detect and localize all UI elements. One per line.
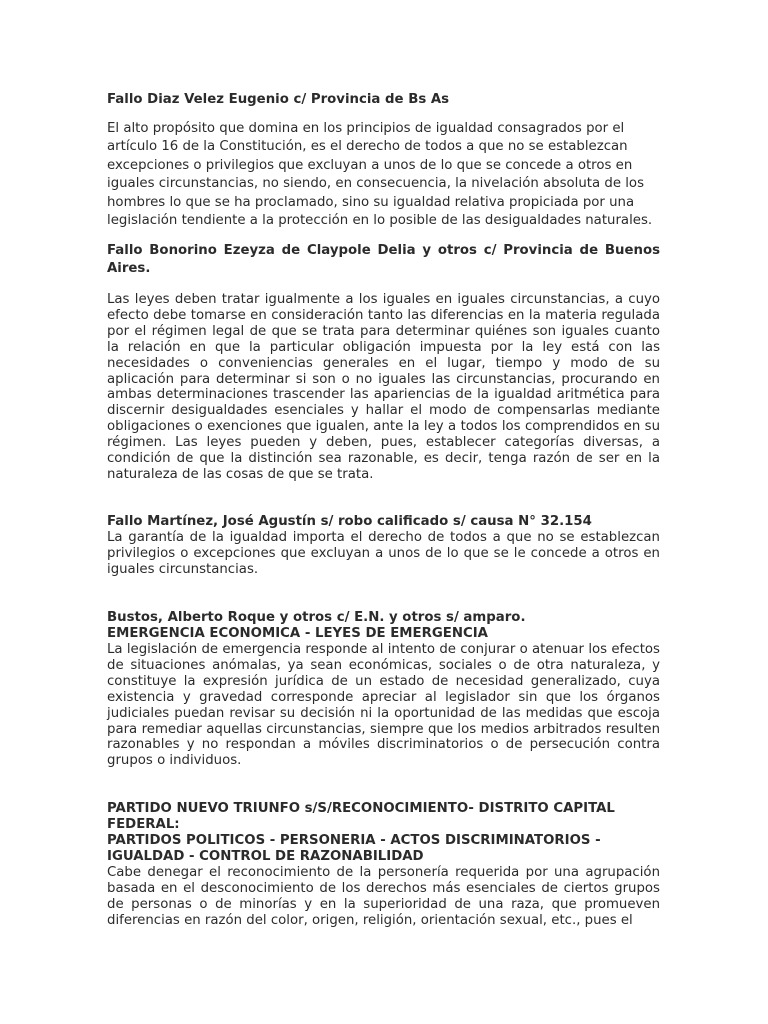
- case-paragraph-bonorino: Las leyes deben tratar igualmente a los iguales en iguales circunstancias, a cuyo efecto debe tomarse en consideración tanto las diferencias en la materia regulada por el régimen legal de que se trata para determinar quiénes son iguales cuanto la relación en que la particular obligación impuesta por la ley está con las necesidades o conveniencias generales en el lugar, tiempo y modo de su aplicación para determinar si son o no iguales las circunstancias, procurando en ambas determinaciones trascender las apariencias de la igualdad aritmética para discernir desigualdades esenciales y hallar el modo de compensarlas mediante obligaciones o exenciones que igualen, ante la ley a todos los comprendidos en su régimen. Las leyes pueden y deben, pues, establecer categorías diversas, a condición de que la distinción sea razonable, es decir, tenga razón de ser en la naturaleza de las cosas de que se trata.: [107, 292, 660, 482]
- case-heading-diaz-velez: Fallo Diaz Velez Eugenio c/ Provincia de Bs As: [107, 92, 450, 107]
- case-subheading-bustos: EMERGENCIA ECONOMICA - LEYES DE EMERGENCIA: [107, 626, 488, 641]
- case-subheading-partido-nuevo-triunfo: PARTIDOS POLITICOS - PERSONERIA - ACTOS DISCRIMINATORIOS - IGUALDAD - CONTROL DE RAZONABILIDAD: [107, 833, 601, 864]
- case-heading-martinez: Fallo Martínez, José Agustín s/ robo calificado s/ causa N° 32.154: [107, 514, 592, 529]
- case-paragraph-partido-nuevo-triunfo: Cabe denegar el reconocimiento de la personería requerida por una agrupación basada en el desconocimiento de los derechos más esenciales de ciertos grupos de personas o de minorías y en la superioridad de una raza, que promueven diferencias en razón del color, origen, religión, orientación sexual, etc., pues el: [107, 865, 660, 928]
- case-paragraph-bustos: La legislación de emergencia responde al intento de conjurar o atenuar los efectos de situaciones anómalas, ya sean económicas, sociales o de otra naturaleza, y constituye la expresión jurídica de un estado de necesidad generalizado, cuya existencia y gravedad corresponde apreciar al legislador sin que los órganos judiciales puedan revisar su decisión ni la oportunidad de las medidas que escoja para remediar aquellas circunstancias, siempre que los medios arbitrados resulten razonables y no respondan a móviles discriminatorios o de persecución contra grupos o individuos.: [107, 642, 660, 769]
- case-paragraph-diaz-velez: El alto propósito que domina en los principios de igualdad consagrados por el artículo 16 de la Constitución, es el derecho de todos a que no se establezcan excepciones o privilegios que excluyan a unos de lo que se concede a otros en iguales circunstancias, no siendo, en consecuencia, la nivelación absoluta de los hombres lo que se ha proclamado, sino su igualdad relativa propiciada por una legislación tendiente a la protección en lo posible de las desigualdades naturales.: [107, 121, 653, 229]
- case-paragraph-martinez: La garantía de la igualdad importa el derecho de todos a que no se establezcan privilegios o excepciones que excluyan a unos de lo que se le concede a otros en iguales circunstancias.: [107, 530, 660, 577]
- case-heading-bustos: Bustos, Alberto Roque y otros c/ E.N. y otros s/ amparo.: [107, 610, 526, 625]
- case-heading-bonorino: Fallo Bonorino Ezeyza de Claypole Delia y otros c/ Provincia de Buenos Aires.: [107, 243, 660, 276]
- case-heading-partido-nuevo-triunfo: PARTIDO NUEVO TRIUNFO s/S/RECONOCIMIENTO- DISTRITO CAPITAL FEDERAL:: [107, 801, 615, 832]
